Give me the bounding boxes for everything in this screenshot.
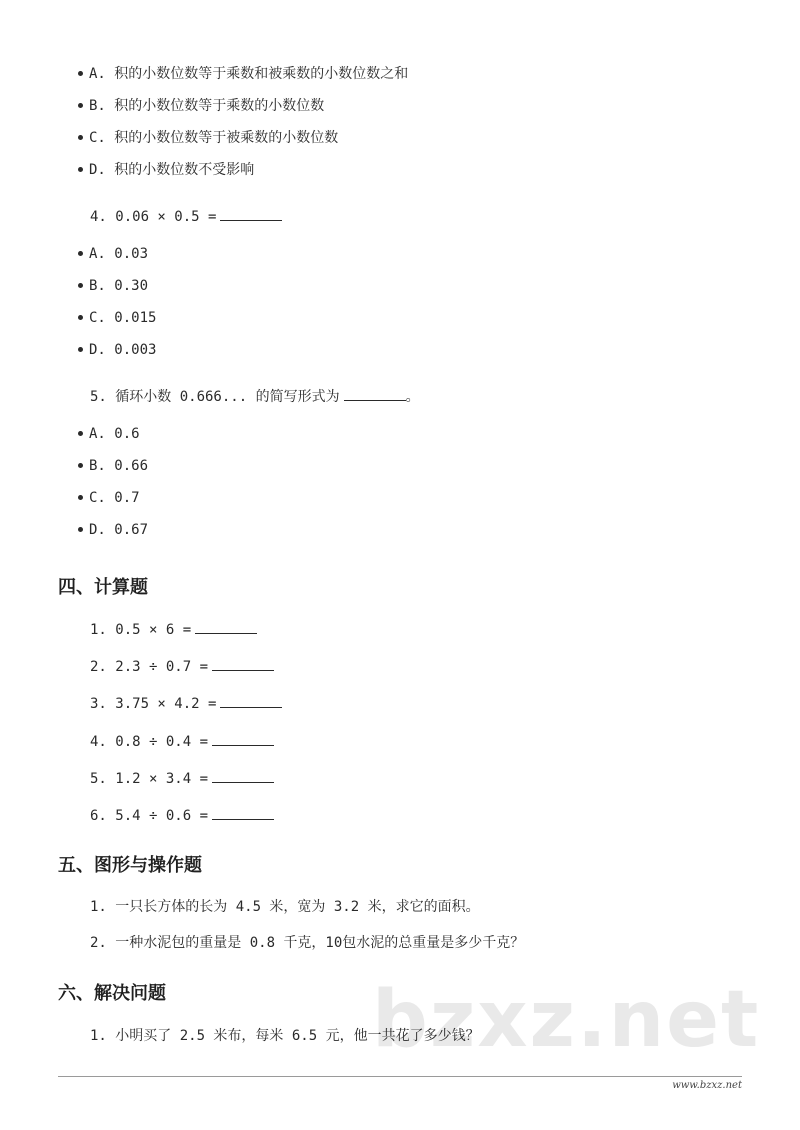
- answer-blank[interactable]: [195, 619, 257, 634]
- bullet-icon: [78, 347, 83, 352]
- calc-item-4: 4. 0.8 ÷ 0.4 =: [90, 731, 274, 752]
- answer-blank[interactable]: [220, 206, 282, 221]
- footer-divider: [58, 1076, 742, 1077]
- answer-blank[interactable]: [220, 693, 282, 708]
- geometry-item-1: 1. 一只长方体的长为 4.5 米，宽为 3.2 米，求它的面积。: [90, 899, 480, 915]
- option-q5-c[interactable]: C. 0.7: [78, 488, 140, 508]
- option-q4-d[interactable]: D. 0.003: [78, 340, 156, 360]
- option-q5-b[interactable]: B. 0.66: [78, 456, 148, 476]
- option-q4-a[interactable]: A. 0.03: [78, 244, 148, 264]
- problem-item-1: 1. 小明买了 2.5 米布，每米 6.5 元，他一共花了多少钱？: [90, 1028, 480, 1044]
- option-q5-a[interactable]: A. 0.6: [78, 424, 140, 444]
- bullet-icon: [78, 135, 83, 140]
- bullet-icon: [78, 315, 83, 320]
- option-q3-d[interactable]: D. 积的小数位数不受影响: [78, 160, 254, 180]
- answer-blank[interactable]: [344, 386, 406, 401]
- answer-blank[interactable]: [212, 731, 274, 746]
- calc-item-1: 1. 0.5 × 6 =: [90, 619, 257, 640]
- section-heading-geometry: 五、图形与操作题: [58, 855, 202, 876]
- bullet-icon: [78, 283, 83, 288]
- footer-url[interactable]: www.bzxz.net: [672, 1080, 742, 1091]
- bullet-icon: [78, 527, 83, 532]
- question-5: 5. 循环小数 0.666... 的简写形式为 。: [90, 386, 420, 407]
- calc-item-3: 3. 3.75 × 4.2 =: [90, 693, 282, 714]
- bullet-icon: [78, 167, 83, 172]
- option-q4-c[interactable]: C. 0.015: [78, 308, 156, 328]
- calc-item-2: 2. 2.3 ÷ 0.7 =: [90, 656, 274, 677]
- section-heading-problem-solving: 六、解决问题: [58, 983, 166, 1004]
- section-heading-calculation: 四、计算题: [58, 577, 148, 598]
- bullet-icon: [78, 463, 83, 468]
- option-q5-d[interactable]: D. 0.67: [78, 520, 148, 540]
- answer-blank[interactable]: [212, 805, 274, 820]
- calc-item-6: 6. 5.4 ÷ 0.6 =: [90, 805, 274, 826]
- watermark: bzxz.net: [372, 975, 761, 1065]
- geometry-item-2: 2. 一种水泥包的重量是 0.8 千克，10包水泥的总重量是多少千克？: [90, 935, 525, 951]
- bullet-icon: [78, 103, 83, 108]
- option-q3-c[interactable]: C. 积的小数位数等于被乘数的小数位数: [78, 128, 338, 148]
- answer-blank[interactable]: [212, 768, 274, 783]
- bullet-icon: [78, 495, 83, 500]
- option-q4-b[interactable]: B. 0.30: [78, 276, 148, 296]
- option-q3-b[interactable]: B. 积的小数位数等于乘数的小数位数: [78, 96, 324, 116]
- option-q3-a[interactable]: A. 积的小数位数等于乘数和被乘数的小数位数之和: [78, 64, 408, 84]
- bullet-icon: [78, 251, 83, 256]
- calc-item-5: 5. 1.2 × 3.4 =: [90, 768, 274, 789]
- answer-blank[interactable]: [212, 656, 274, 671]
- bullet-icon: [78, 71, 83, 76]
- bullet-icon: [78, 431, 83, 436]
- question-4: 4. 0.06 × 0.5 =: [90, 206, 282, 227]
